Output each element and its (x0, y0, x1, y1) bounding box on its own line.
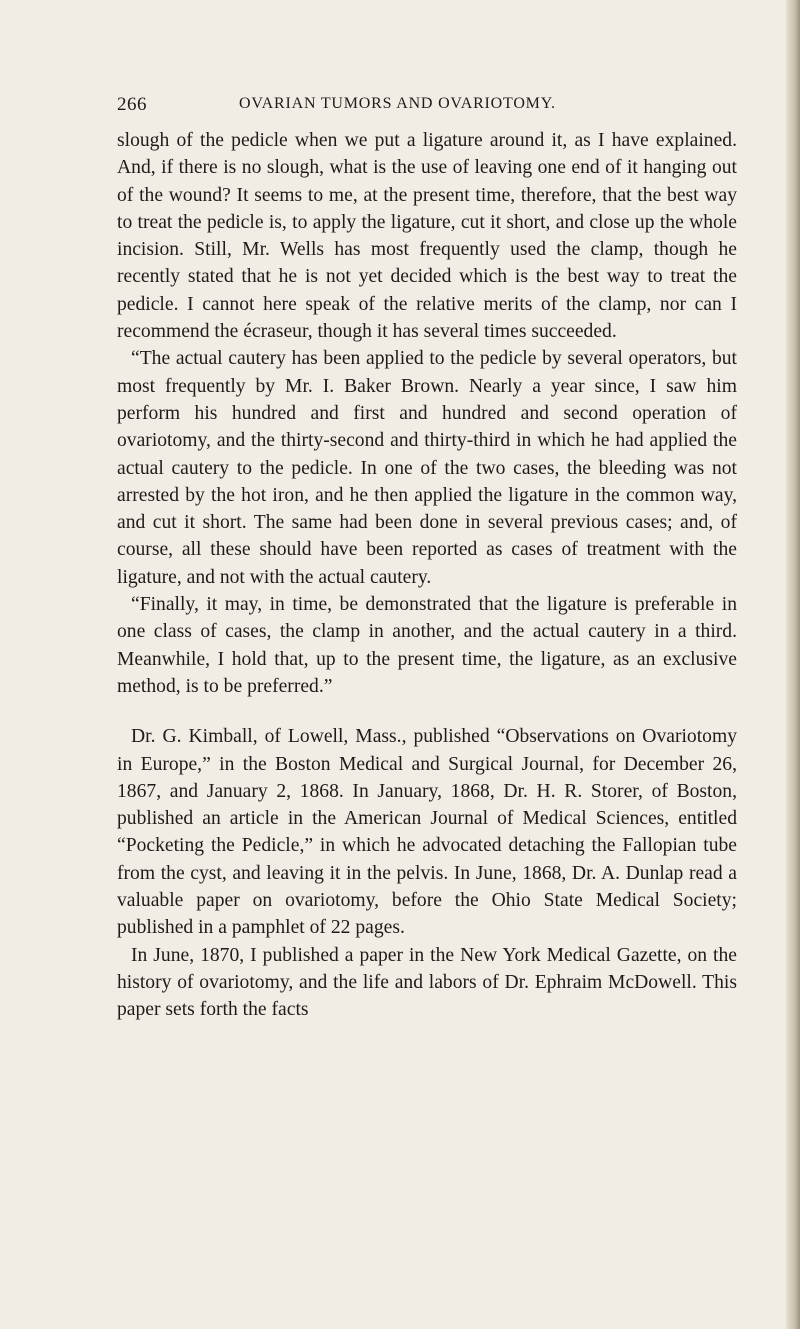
body-text (117, 127, 737, 1024)
paragraph-actual-cautery: “The actual cautery has been applied to the pedicle by several operators, but most frequently by Mr. I. Baker Brown. Nearly a year since, I saw him perform his hundred and first and hundred and second operation of ovariotomy, and the thirty-second and thirty-third in which he had applied the actual cautery to the pedicle. In one of the two cases, the bleeding was not arrested by the hot iron, and he then applied the ligature in the common way, and cut it short. The same had been done in several previous cases; and, of course, all these should have been reported as cases of treatment with the ligature, and not with the actual cautery. (117, 348, 737, 588)
paragraph-new-york-gazette: In June, 1870, I published a paper in the New York Medical Gazette, on the history of ovariotomy, and the life and labors of Dr. Ephraim McDowell. This paper sets forth the facts (117, 944, 737, 1021)
page-edge-shadow (786, 0, 800, 1329)
running-title: OVARIAN TUMORS AND OVARIOTOMY. (239, 95, 556, 112)
paragraph-kimball-storer: Dr. G. Kimball, of Lowell, Mass., published “Observations on Ovariotomy in Europe,” in the Boston Medical and Surgical Journal, for December 26, 1867, and January 2, 1868. In January, 1868, Dr. H. R. Storer, of Boston, published an article in the American Journal of Medical Sciences, entitled “Pocketing the Pedicle,” in which he advocated detaching the Fallopian tube from the cyst, and leaving it in the pelvis. In June, 1868, Dr. A. Dunlap read a valuable paper on ovariotomy, before the Ohio State Medical Society; published in a pamphlet of 22 pages. (117, 726, 737, 939)
page-number: 266 (117, 94, 147, 115)
page-header (117, 94, 737, 118)
paragraph-finally: “Finally, it may, in time, be demonstrated that the ligature is preferable in one class of cases, the clamp in another, and the actual cautery in a third. Meanwhile, I hold that, up to the present time, the ligature, as an exclusive method, is to be preferred.” (117, 594, 737, 697)
paragraph-ligature-slough: slough of the pedicle when we put a ligature around it, as I have explained. And, if there is no slough, what is the use of leaving one end of it hanging out of the wound? It seems to me, at the present time, therefore, that the best way to treat the pedicle is, to apply the ligature, cut it short, and close up the whole incision. Still, Mr. Wells has most frequently used the clamp, though he recently stated that he is not yet decided which is the best way to treat the pedicle. I cannot here speak of the relative merits of the clamp, nor can I recommend the écraseur, though it has several times succeeded. (117, 130, 737, 343)
